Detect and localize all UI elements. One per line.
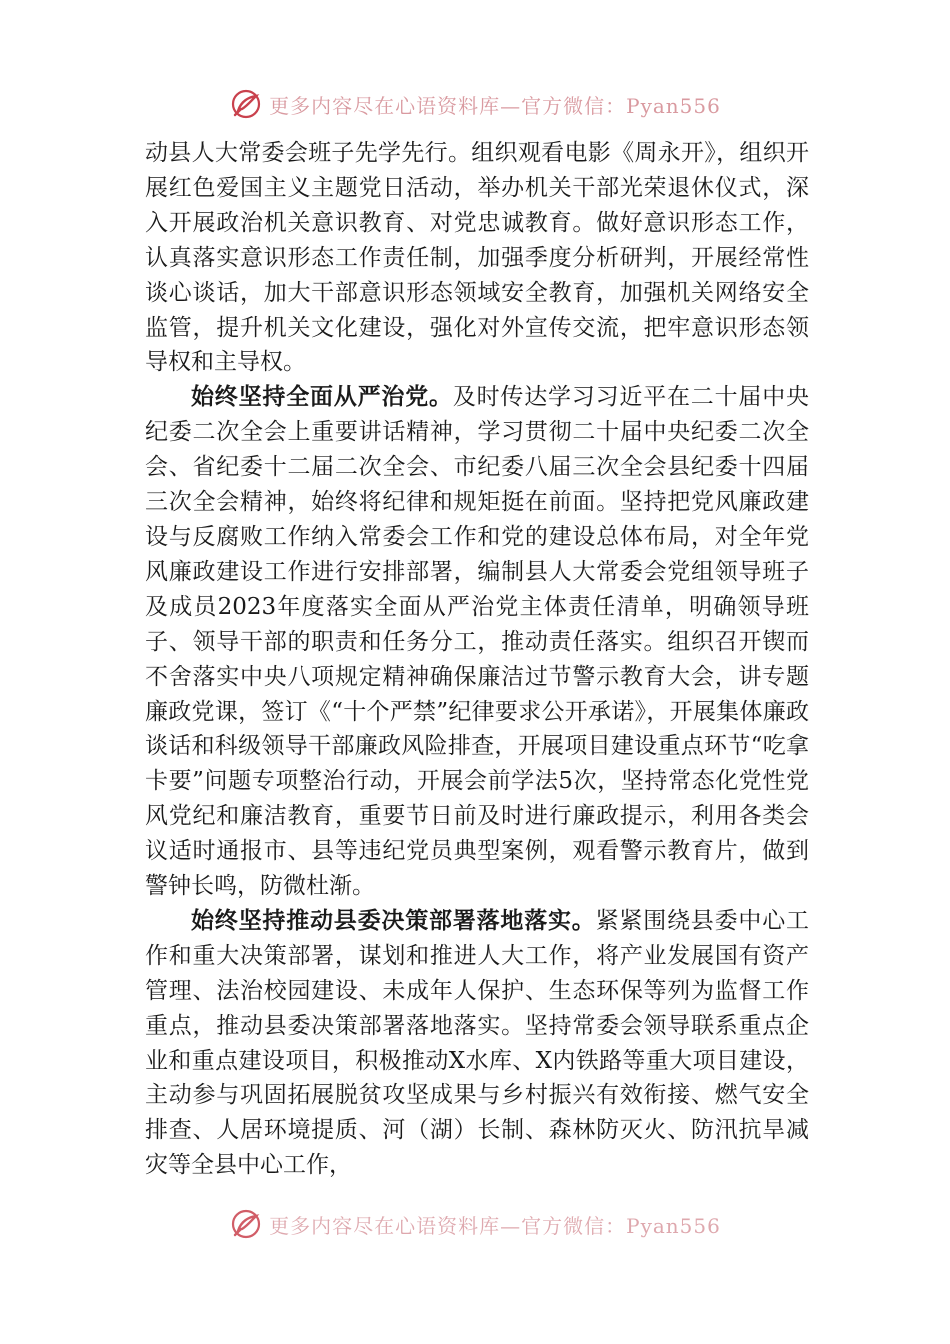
paragraph-1 xyxy=(145,136,809,380)
paragraph-2-body: 及时传达学习习近平在二十届中央纪委二次全会上重要讲话精神，学习贯彻二十届中央纪委二次全会、省纪委十二届二次全会、市纪委八届三次全会县纪委十四届三次全会精神，始终将纪律和规矩挺在前面。坚持把党风廉政建设与反腐败工作纳入常委会工作和党的建设总体布局，对全年党风廉政建设工作进行安排部署，编制县人大常委会党组领导班子及成员2023年度落实全面从严治党主体责任清单，明确领导班子、领导干部的职责和任务分工，推动责任落实。组织召开锲而不舍落实中央八项规定精神确保廉洁过节警示教育大会，讲专题廉政党课，签订《“十个严禁”纪律要求公开承诺》，开展集体廉政谈话和科级领导干部廉政风险排查，开展项目建设重点环节“吃拿卡要”问题专项整治行动，开展会前学法5次，坚持常态化党性党风党纪和廉洁教育，重要节日前及时进行廉政提示，利用各类会议适时通报市、县等违纪党员典型案例，观看警示教育片，做到警钟长鸣，防微杜渐。 xyxy=(145,384,810,900)
paragraph-3-body: 紧紧围绕县委中心工作和重大决策部署，谋划和推进人大工作，将产业发展国有资产管理、法治校园建设、未成年人保护、生态环保等列为监督工作重点，推动县委决策部署落地落实。坚持常委会领导联系重点企业和重点建设项目，积极推动X水库、X内铁路等重大项目建设，主动参与巩固拓展脱贫攻坚成果与乡村振兴有效衔接、燃气安全排查、人居环境提质、河（湖）长制、森林防灭火、防汛抗旱减灾等全县中心工作， xyxy=(145,907,810,1179)
paragraph-3 xyxy=(145,904,809,1183)
paragraph-3-heading: 始终坚持推动县委决策部署落地落实。 xyxy=(191,906,596,934)
paragraph-1-body: 动县人大常委会班子先学先行。组织观看电影《周永开》，组织开展红色爱国主义主题党日活动，举办机关干部光荣退休仪式，深入开展政治机关意识教育、对党忠诚教育。做好意识形态工作，认真落实意识形态工作责任制，加强季度分析研判，开展经常性谈心谈话，加大干部意识形态领域安全教育，加强机关网络安全监管，提升机关文化建设，强化对外宣传交流，把牢意识形态领导权和主导权。 xyxy=(145,140,809,376)
paragraph-2-heading: 始终坚持全面从严治党。 xyxy=(191,383,453,411)
watermark-text: 更多内容尽在心语资料库—官方微信：Pyan556 xyxy=(269,93,721,118)
brand-logo-icon xyxy=(229,87,263,121)
document-body xyxy=(145,136,809,1183)
watermark-text: 更多内容尽在心语资料库—官方微信：Pyan556 xyxy=(269,1213,721,1238)
watermark-footer xyxy=(0,1204,950,1244)
paragraph-2 xyxy=(145,380,809,904)
watermark-header xyxy=(0,84,950,124)
brand-logo-icon xyxy=(229,1207,263,1241)
